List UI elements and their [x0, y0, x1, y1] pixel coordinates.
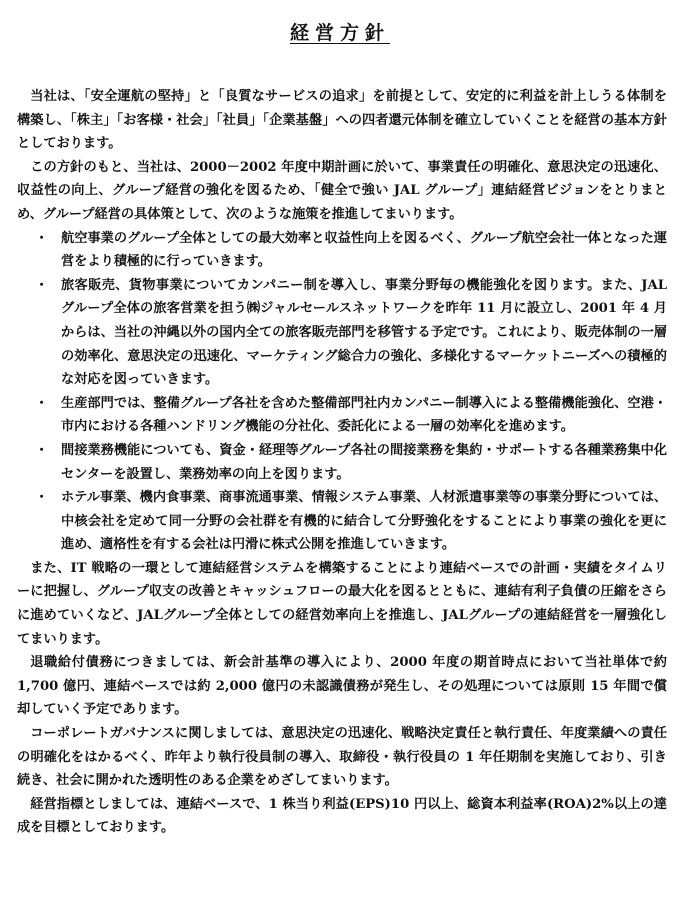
- bullet-item: [17, 392, 667, 439]
- paragraph: 当社は、「安全運航の堅持」と「良質なサービスの追求」を前提として、安定的に利益を計上しうる体制を構築し、「株主」「お客様・社会」「社員」「企業基盤」への四者還元体制を確立していくことを経営の基本方針としております。: [17, 89, 667, 152]
- paragraph: また、IT 戦略の一環として連結経営システムを構築することにより連結ベースでの計画・実績をタイムリーに把握し、グループ収支の改善とキャッシュフローの最大化を図るとともに、連結有利子負債の圧縮をさらに進めていくなど、JALグループ全体としての経営効率向上を推進し、JALグループの連結経営を一層強化してまいります。: [17, 560, 667, 647]
- bullet-item: [17, 486, 667, 557]
- page-title: [0, 18, 680, 45]
- paragraph: 経営指標としましては、連結ベースで、1 株当り利益(EPS)10 円以上、総資本利益率(ROA)2%以上の達成を目標としております。: [17, 796, 667, 836]
- bullet-marker: ・: [35, 277, 49, 293]
- bullet-item: [17, 227, 667, 274]
- policy-bullet-list: [17, 227, 667, 557]
- bullet-text: ホテル事業、機内食事業、商事流通事業、情報システム事業、人材派遣事業等の事業分野については、中核会社を定めて同一分野の会社群を有機的に結合して分野強化をすることにより事業の強化を更に進め、適格性を有する会社は円滑に株式公開を推進していきます。: [61, 490, 667, 553]
- bullet-marker: ・: [35, 442, 49, 458]
- bullet-item: [17, 439, 667, 486]
- paragraph: コーポレートガバナンスに関しましては、意思決定の迅速化、戦略決定責任と執行責任、年度業績への責任の明確化をはかるべく、昨年より執行役員制の導入、取締役・執行役員の 1 年任期制を実施しており、引き続き、社会に開かれた透明性のある企業をめざしてまいります。: [17, 726, 667, 789]
- bullet-text: 生産部門では、整備グループ各社を含めた整備部門社内カンパニー制導入による整備機能強化、空港・市内における各種ハンドリング機能の分社化、委託化による一層の効率化を進めます。: [61, 395, 667, 435]
- bullet-text: 旅客販売、貨物事業についてカンパニー制を導入し、事業分野毎の機能強化を図ります。また、JAL グループ全体の旅客営業を担う㈱ジャルセールスネットワークを昨年 11 月に設立し、2001 年 4 月からは、当社の沖縄以外の国内全ての旅客販売部門を移管する予定です。これにより、販売体制の一層の効率化、意思決定の迅速化、マーケティング総合力の強化、多様化するマーケットニーズへの積極的な対応を図っていきます。: [61, 277, 667, 388]
- bullet-text: 間接業務機能についても、資金・経理等グループ各社の間接業務を集約・サポートする各種業務集中化センターを設置し、業務効率の向上を図ります。: [61, 442, 667, 482]
- page-title-text: 経営方針: [289, 22, 390, 44]
- bullet-item: [17, 274, 667, 392]
- document-body: [17, 85, 667, 840]
- bullet-text: 航空事業のグループ全体としての最大効率と収益性向上を図るべく、グループ航空会社一体となった運営をより積極的に行っていきます。: [61, 230, 667, 270]
- paragraph: この方針のもと、当社は、2000－2002 年度中期計画に於いて、事業責任の明確化、意思決定の迅速化、収益性の向上、グループ経営の強化を図るため、「健全で強い JAL グループ」連結経営ビジョンをとりまとめ、グループ経営の具体策として、次のような施策を推進してまいります。: [17, 159, 667, 222]
- paragraph: 退職給付債務につきましては、新会計基準の導入により、2000 年度の期首時点において当社単体で約 1,700 億円、連結ベースでは約 2,000 億円の未認識債務が発生し、その処理については原則 15 年間で償却していく予定であります。: [17, 655, 667, 718]
- bullet-marker: ・: [35, 395, 49, 411]
- bullet-marker: ・: [35, 230, 49, 246]
- bullet-marker: ・: [35, 490, 49, 506]
